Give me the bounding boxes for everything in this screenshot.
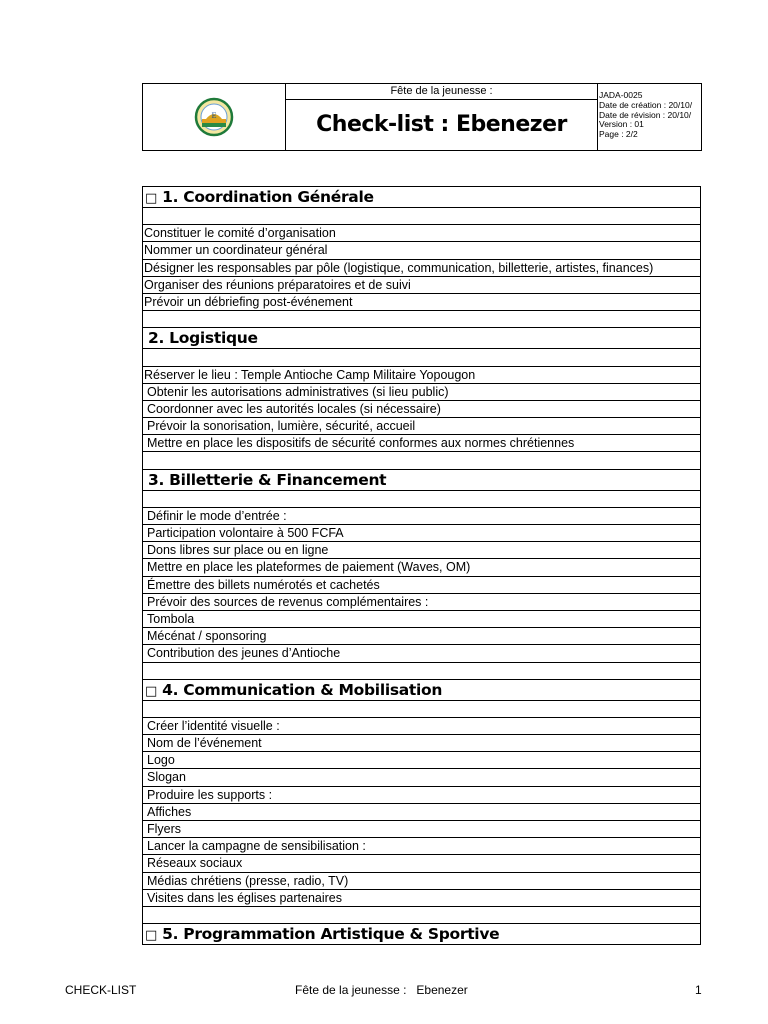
checklist-item: Prévoir des sources de revenus complémentaires :	[143, 594, 700, 611]
checklist-item: Flyers	[143, 821, 700, 838]
document-title: Check-list : Ebenezer	[316, 112, 567, 137]
checklist-table	[142, 186, 701, 945]
footer-left: CHECK-LIST	[65, 983, 137, 997]
section-heading-logistique	[143, 328, 700, 349]
checkbox-glyph: □	[145, 683, 157, 699]
section-heading-communication	[143, 680, 700, 701]
blank-row	[143, 663, 700, 680]
section-title: 2. Logistique	[148, 329, 258, 348]
checklist-item: Réseaux sociaux	[143, 855, 700, 872]
section-title: 4. Communication & Mobilisation	[162, 680, 443, 699]
checklist-item: Dons libres sur place ou en ligne	[143, 542, 700, 559]
section-title: 5. Programmation Artistique & Sportive	[162, 925, 500, 944]
blank-row	[143, 907, 700, 924]
checklist-item: Logo	[143, 752, 700, 769]
document-meta	[599, 91, 702, 140]
blank-row	[143, 452, 700, 469]
church-emblem-icon	[194, 97, 234, 137]
checklist-item: Obtenir les autorisations administratives (si lieu public)	[143, 384, 700, 401]
checklist-item: Tombola	[143, 611, 700, 628]
checkbox-glyph: □	[145, 928, 157, 944]
svg-text:E: E	[211, 112, 217, 120]
blank-row	[143, 491, 700, 508]
checklist-item: Réserver le lieu : Temple Antioche Camp Militaire Yopougon	[143, 367, 700, 384]
doc-reference: JADA-0025	[599, 91, 643, 100]
checklist-item: Coordonner avec les autorités locales (si nécessaire)	[143, 401, 700, 418]
header-subtitle: Fête de la jeunesse :	[286, 84, 597, 100]
creation-date: Date de création : 20/10/	[599, 99, 693, 110]
checklist-item: Slogan	[143, 769, 700, 786]
blank-row	[143, 208, 700, 225]
checklist-item: Participation volontaire à 500 FCFA	[143, 525, 700, 542]
section-title: 3. Billetterie & Financement	[148, 470, 387, 489]
checklist-item: Mettre en place les plateformes de paiement (Waves, OM)	[143, 559, 700, 576]
version: Version : 01	[599, 119, 644, 130]
checkbox-glyph: □	[145, 191, 157, 206]
checklist-item: Médias chrétiens (presse, radio, TV)	[143, 873, 700, 890]
checklist-item: Mécénat / sponsoring	[143, 628, 700, 645]
checklist-item: Contribution des jeunes d’Antioche	[143, 645, 700, 662]
page-indicator: Page : 2/2	[599, 129, 638, 140]
blank-row	[143, 311, 700, 328]
blank-row	[143, 349, 700, 366]
checklist-item: Créer l’identité visuelle :	[143, 718, 700, 735]
checklist-item: Définir le mode d’entrée :	[143, 508, 700, 525]
section-heading-coordination	[143, 187, 700, 208]
blank-row	[143, 701, 700, 718]
checklist-item: Produire les supports :	[143, 787, 700, 804]
footer-page-number: 1	[695, 983, 702, 997]
checklist-item: Lancer la campagne de sensibilisation :	[143, 838, 700, 855]
logo-cell	[143, 84, 286, 150]
checklist-item: Nommer un coordinateur général	[143, 242, 700, 259]
document-header	[142, 83, 702, 151]
checklist-item: Organiser des réunions préparatoires et de suivi	[143, 277, 700, 294]
revision-date: Date de révision : 20/10/	[599, 109, 692, 120]
checklist-item: Nom de l’événement	[143, 735, 700, 752]
header-title-cell	[286, 84, 598, 150]
footer-center: Fête de la jeunesse : Ebenezer	[295, 983, 468, 997]
checklist-item: Prévoir la sonorisation, lumière, sécurité, accueil	[143, 418, 700, 435]
checklist-item: Émettre des billets numérotés et cachetés	[143, 577, 700, 594]
checklist-item: Désigner les responsables par pôle (logistique, communication, billetterie, artistes, finances)	[143, 260, 700, 277]
section-heading-programmation	[143, 924, 700, 945]
checklist-item: Constituer le comité d’organisation	[143, 225, 700, 242]
section-title: 1. Coordination Générale	[162, 188, 374, 206]
checklist-item: Affiches	[143, 804, 700, 821]
checklist-item: Prévoir un débriefing post-événement	[143, 294, 700, 311]
checklist-item: Mettre en place les dispositifs de sécurité conformes aux normes chrétiennes	[143, 435, 700, 452]
checklist-item: Visites dans les églises partenaires	[143, 890, 700, 907]
section-heading-billetterie	[143, 470, 700, 491]
